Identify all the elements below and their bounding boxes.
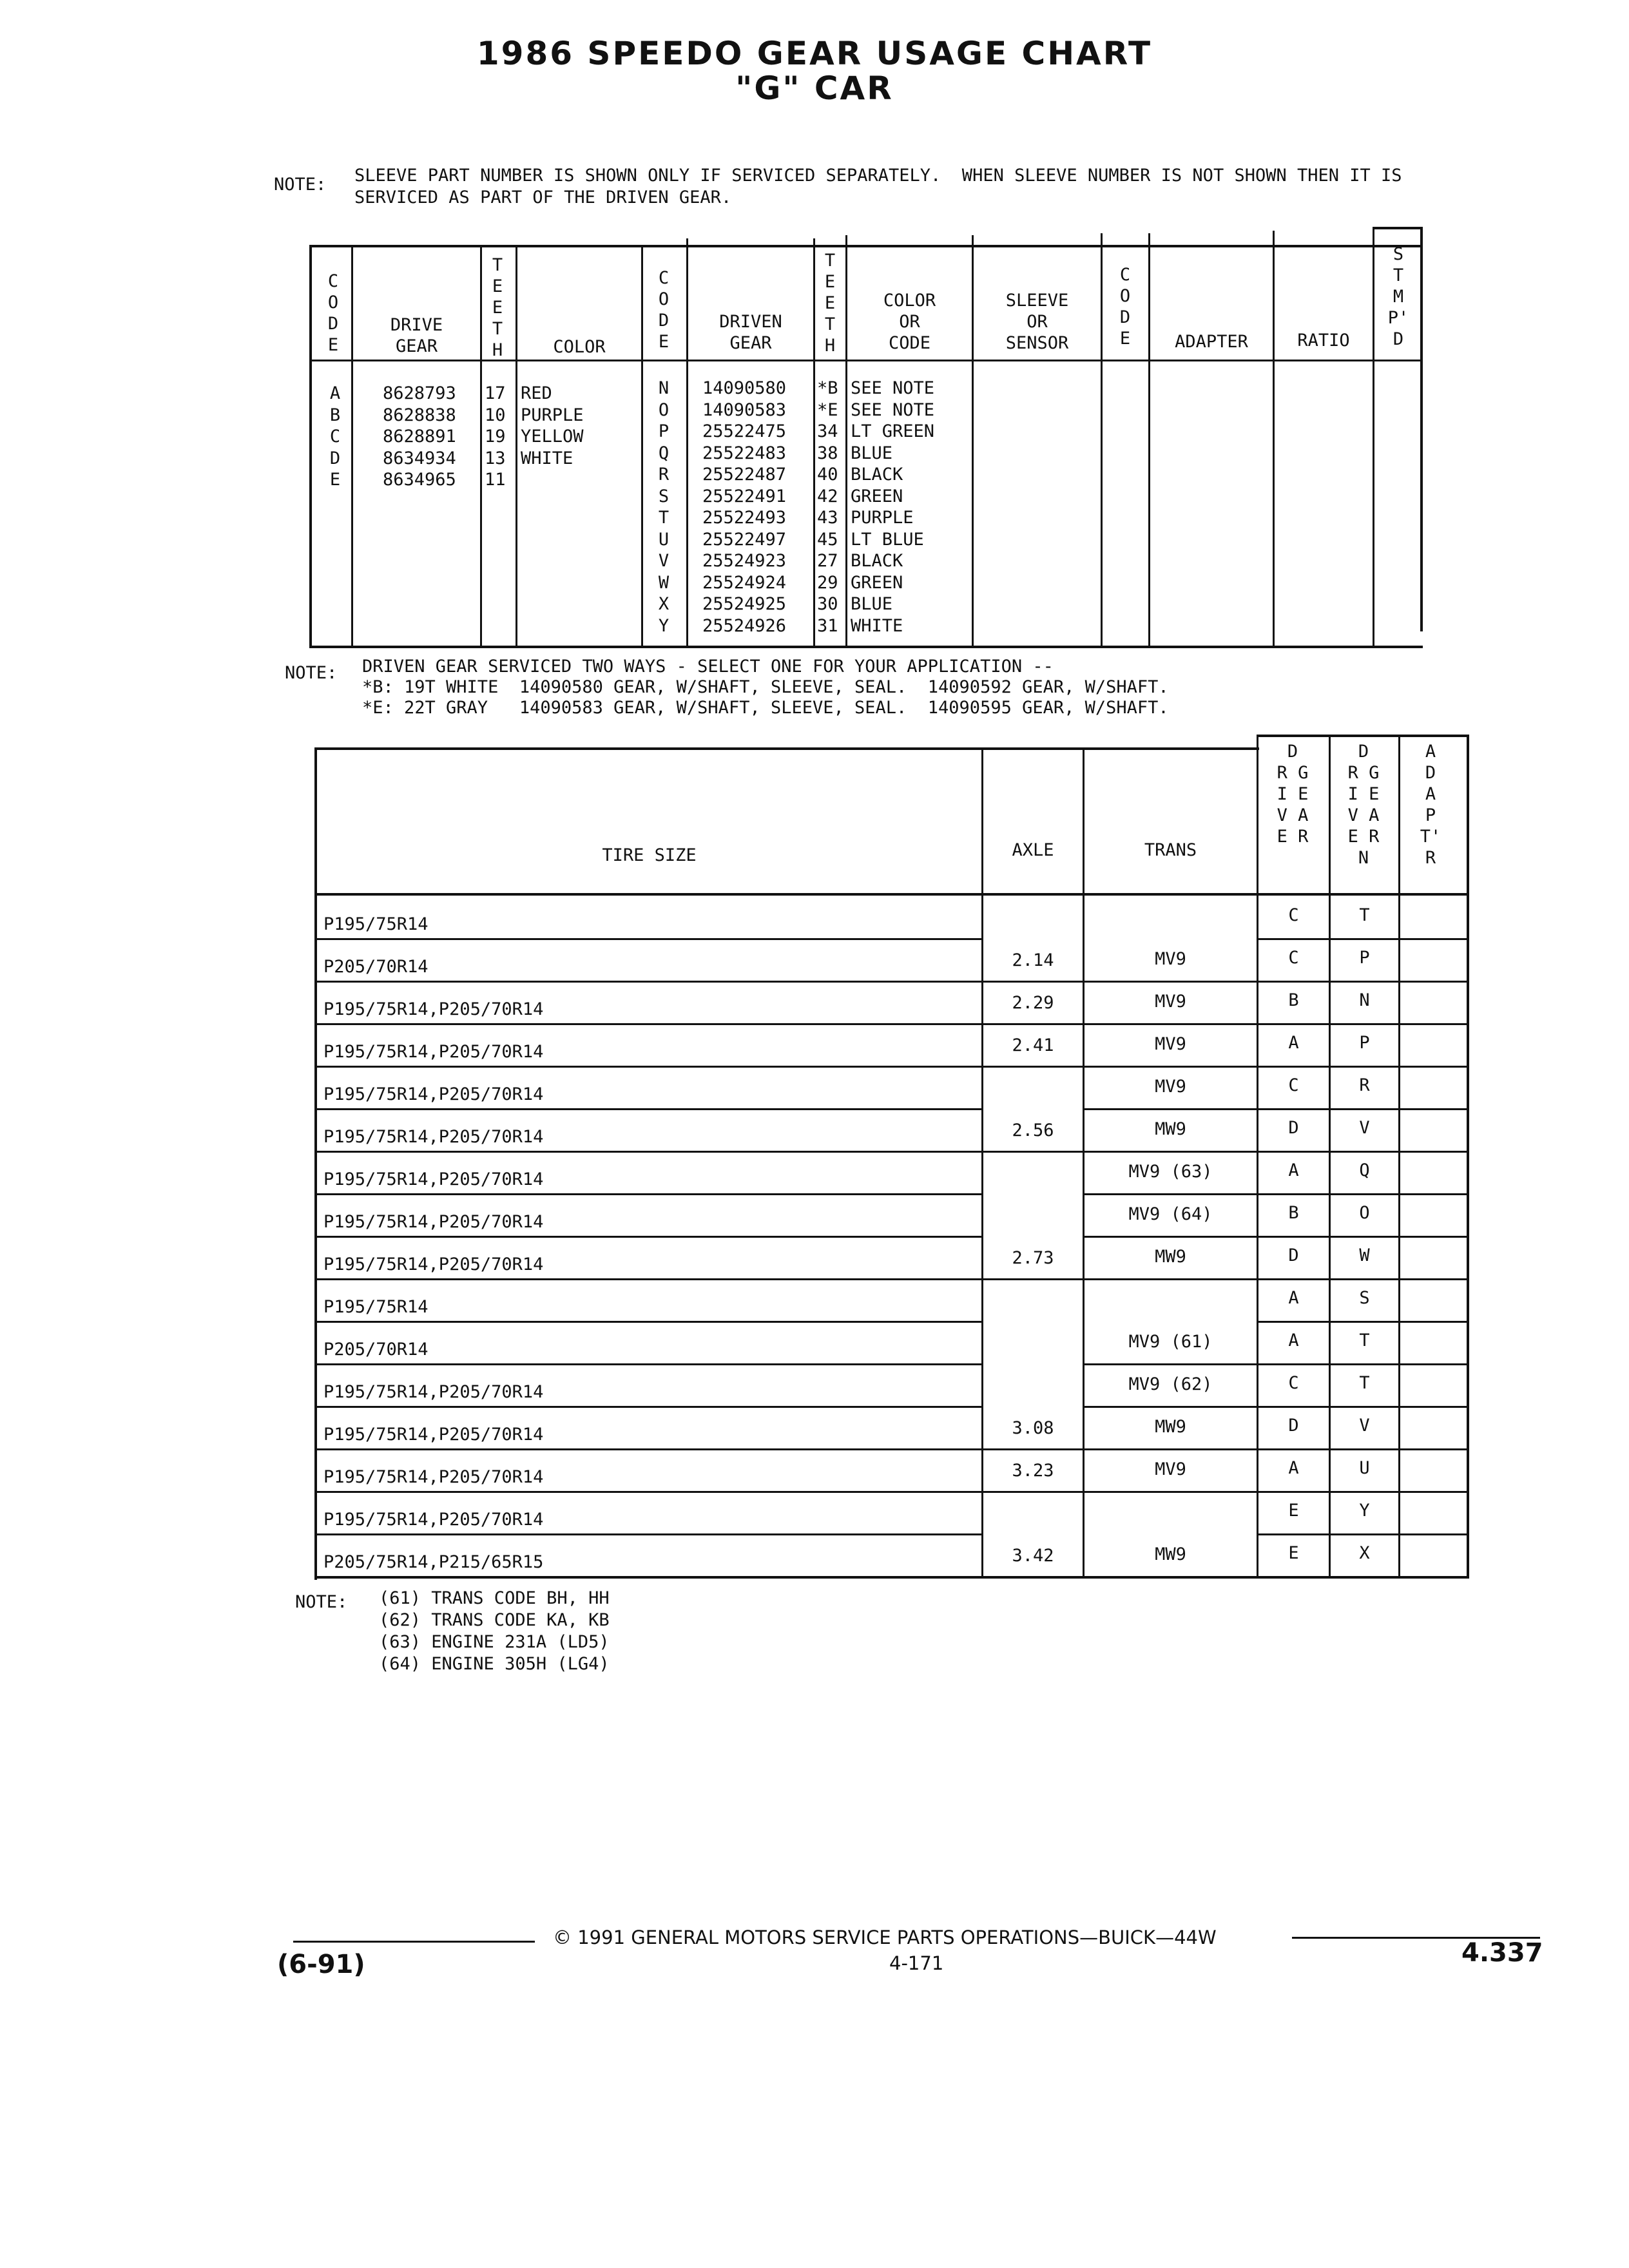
header-axle: AXLE bbox=[1012, 840, 1054, 860]
tire-size-cell: P195/75R14,P205/70R14 bbox=[323, 1382, 544, 1402]
tire-size-cell: P195/75R14,P205/70R14 bbox=[323, 1042, 544, 1062]
driven-color: LT BLUE bbox=[851, 529, 924, 550]
drive-gear-code-cell: D bbox=[1288, 1245, 1299, 1265]
driven-code: W bbox=[658, 572, 670, 593]
drive-gears-column bbox=[383, 383, 456, 491]
page-subtitle: "G" CAR bbox=[735, 70, 894, 107]
driven-gear-code-cell: R bbox=[1359, 1075, 1370, 1095]
drive-color: RED bbox=[521, 383, 552, 403]
driven-gear-code-cell: X bbox=[1359, 1543, 1370, 1563]
driven-color: PURPLE bbox=[851, 508, 914, 528]
driven-code: Y bbox=[658, 615, 670, 636]
tire-size-cell: P195/75R14 bbox=[323, 914, 429, 934]
axle-cell: 2.56 bbox=[1012, 1120, 1054, 1140]
note2-label: NOTE: bbox=[285, 663, 338, 683]
drive-gear-code-cell: C bbox=[1288, 905, 1299, 925]
drive-color: WHITE bbox=[521, 448, 574, 468]
drive-color: YELLOW bbox=[521, 427, 584, 447]
footer-page-center: 4-171 bbox=[889, 1952, 944, 1974]
header-drive-gear-usage: D R G I E V A E R bbox=[1277, 742, 1309, 847]
drive-gear-code-cell: C bbox=[1288, 948, 1299, 968]
trans-cell: MW9 bbox=[1155, 1119, 1186, 1139]
drive-gear-code-cell: D bbox=[1288, 1416, 1299, 1436]
drive-gear-code-cell: B bbox=[1288, 990, 1299, 1010]
driven-gear-code-cell: T bbox=[1359, 905, 1370, 925]
header-adapter: ADAPTER bbox=[1175, 332, 1248, 352]
driven-gear-code-cell: T bbox=[1359, 1373, 1370, 1393]
driven-code: V bbox=[658, 551, 670, 571]
trans-cell: MV9 (63) bbox=[1128, 1162, 1213, 1182]
trans-cell: MW9 bbox=[1155, 1544, 1186, 1564]
driven-teeth: 34 bbox=[817, 421, 838, 441]
trans-cell: MV9 (62) bbox=[1128, 1374, 1213, 1394]
driven-gear-code-cell: Q bbox=[1359, 1160, 1370, 1180]
header-color-or-code: COLOR OR CODE bbox=[883, 291, 936, 353]
tire-size-cell: P195/75R14,P205/70R14 bbox=[323, 1254, 544, 1274]
driven-teeth: *B bbox=[817, 378, 838, 398]
drive-code: C bbox=[329, 427, 341, 447]
note1-label: NOTE: bbox=[274, 175, 327, 195]
driven-gear-number: 25524924 bbox=[702, 572, 787, 593]
header-drive-gear: DRIVE GEAR bbox=[390, 315, 443, 356]
axle-cell: 2.14 bbox=[1012, 950, 1054, 970]
driven-code: U bbox=[658, 529, 670, 550]
trans-cell: MV9 (64) bbox=[1128, 1204, 1213, 1224]
drive-code: B bbox=[329, 405, 341, 425]
driven-teeth: 38 bbox=[817, 443, 838, 463]
drive-gear-code-cell: B bbox=[1288, 1203, 1299, 1223]
drive-teeth: 13 bbox=[485, 448, 506, 468]
tire-size-cell: P195/75R14 bbox=[323, 1297, 429, 1317]
tire-size-cell: P205/70R14 bbox=[323, 957, 429, 977]
drive-teeth: 19 bbox=[485, 427, 506, 447]
driven-teeth: 42 bbox=[817, 486, 838, 506]
note2-line3: *E: 22T GRAY 14090583 GEAR, W/SHAFT, SLEEVE, SEAL. 14090595 GEAR, W/SHAFT. bbox=[362, 698, 1169, 718]
header-trans: TRANS bbox=[1144, 840, 1197, 860]
driven-teeth: 43 bbox=[817, 508, 838, 528]
driven-teeth: 29 bbox=[817, 572, 838, 593]
driven-gear-number: 25524925 bbox=[702, 594, 787, 614]
axle-cell: 2.73 bbox=[1012, 1248, 1054, 1268]
driven-teeth: 40 bbox=[817, 465, 838, 485]
drive-gear-number: 8628891 bbox=[383, 427, 456, 447]
tire-size-cell: P195/75R14,P205/70R14 bbox=[323, 1467, 544, 1487]
driven-teeth: 27 bbox=[817, 551, 838, 571]
driven-gear-number: 25522497 bbox=[702, 529, 787, 550]
drive-colors-column bbox=[521, 383, 584, 469]
drive-teeth: 11 bbox=[485, 470, 506, 490]
driven-gear-code-cell: T bbox=[1359, 1331, 1370, 1350]
tire-size-cell: P195/75R14,P205/70R14 bbox=[323, 1127, 544, 1147]
driven-code: X bbox=[658, 594, 670, 614]
driven-code: Q bbox=[658, 443, 670, 463]
driven-gear-number: 25522475 bbox=[702, 421, 787, 441]
tire-size-cell: P195/75R14,P205/70R14 bbox=[323, 1169, 544, 1189]
driven-code: T bbox=[658, 508, 670, 528]
footer-right: 4.337 bbox=[1461, 1938, 1543, 1968]
driven-gear-number: 14090583 bbox=[702, 399, 787, 420]
header-driven-gear: DRIVEN GEAR bbox=[719, 312, 782, 353]
driven-gear-number: 25524923 bbox=[702, 551, 787, 571]
driven-teeth-column bbox=[817, 378, 838, 637]
trans-cell: MV9 bbox=[1155, 1034, 1186, 1054]
note3-item: (64) ENGINE 305H (LG4) bbox=[379, 1654, 610, 1674]
driven-code: N bbox=[658, 378, 670, 398]
drive-code: D bbox=[329, 448, 341, 468]
driven-gear-code-cell: V bbox=[1359, 1416, 1370, 1436]
tire-size-cell: P195/75R14,P205/70R14 bbox=[323, 1084, 544, 1104]
header-teeth-2: T E E T H bbox=[824, 251, 836, 356]
note3-label: NOTE: bbox=[295, 1592, 348, 1612]
drive-gear-number: 8634965 bbox=[383, 470, 456, 490]
footer-left: (6-91) bbox=[277, 1950, 365, 1979]
driven-code: O bbox=[658, 399, 670, 420]
header-driven-gear-usage: D R G I E V A E R N bbox=[1347, 742, 1380, 868]
drive-gear-code-cell: A bbox=[1288, 1458, 1299, 1478]
axle-cell: 3.23 bbox=[1012, 1461, 1054, 1481]
tire-size-cell: P195/75R14,P205/70R14 bbox=[323, 1510, 544, 1530]
drive-code: E bbox=[329, 470, 341, 490]
driven-gear-code-cell: S bbox=[1359, 1288, 1370, 1308]
driven-teeth: 31 bbox=[817, 615, 838, 636]
note3-items bbox=[379, 1588, 610, 1675]
tire-size-cell: P195/75R14,P205/70R14 bbox=[323, 999, 544, 1019]
driven-gear-code-cell: O bbox=[1359, 1203, 1370, 1223]
drive-gear-code-cell: A bbox=[1288, 1033, 1299, 1053]
driven-color: BLACK bbox=[851, 465, 903, 485]
drive-gear-code-cell: A bbox=[1288, 1288, 1299, 1308]
note2-line2: *B: 19T WHITE 14090580 GEAR, W/SHAFT, SLEEVE, SEAL. 14090592 GEAR, W/SHAFT. bbox=[362, 677, 1169, 697]
header-code-1: C O D E bbox=[327, 271, 339, 355]
driven-gear-number: 25524926 bbox=[702, 615, 787, 636]
header-tire-size: TIRE SIZE bbox=[602, 845, 697, 865]
header-adapter-usage: A D A P T' R bbox=[1420, 742, 1441, 868]
header-stmpd: S T M P' D bbox=[1387, 244, 1409, 349]
driven-gear-code-cell: W bbox=[1359, 1245, 1370, 1265]
drive-code: A bbox=[329, 383, 341, 403]
note1-line2: SERVICED AS PART OF THE DRIVEN GEAR. bbox=[354, 187, 732, 207]
driven-gear-code-cell: V bbox=[1359, 1118, 1370, 1138]
note3-item: (61) TRANS CODE BH, HH bbox=[379, 1588, 610, 1608]
driven-color: LT GREEN bbox=[851, 421, 935, 441]
footer-copyright: © 1991 GENERAL MOTORS SERVICE PARTS OPERATIONS—BUICK—44W bbox=[553, 1927, 1217, 1948]
header-teeth-1: T E E T H bbox=[492, 255, 503, 360]
header-code-2: C O D E bbox=[658, 268, 670, 352]
driven-codes-column bbox=[654, 378, 673, 637]
header-sleeve-or-sensor: SLEEVE OR SENSOR bbox=[1005, 291, 1069, 353]
driven-gear-number: 25522491 bbox=[702, 486, 787, 506]
trans-cell: MW9 bbox=[1155, 1417, 1186, 1437]
axle-cell: 2.41 bbox=[1012, 1035, 1054, 1055]
header-ratio: RATIO bbox=[1297, 331, 1350, 351]
drive-gear-code-cell: E bbox=[1288, 1543, 1299, 1563]
driven-gear-code-cell: P bbox=[1359, 948, 1370, 968]
drive-gear-code-cell: E bbox=[1288, 1501, 1299, 1521]
trans-cell: MW9 bbox=[1155, 1247, 1186, 1267]
drive-color: PURPLE bbox=[521, 405, 584, 425]
tire-size-cell: P195/75R14,P205/70R14 bbox=[323, 1212, 544, 1232]
drive-gear-code-cell: C bbox=[1288, 1075, 1299, 1095]
driven-gear-number: 25522487 bbox=[702, 465, 787, 485]
drive-gear-number: 8628838 bbox=[383, 405, 456, 425]
drive-teeth: 10 bbox=[485, 405, 506, 425]
driven-code: P bbox=[658, 421, 670, 441]
driven-color: WHITE bbox=[851, 615, 903, 636]
driven-color: SEE NOTE bbox=[851, 399, 935, 420]
note1-line1: SLEEVE PART NUMBER IS SHOWN ONLY IF SERVICED SEPARATELY. WHEN SLEEVE NUMBER IS NOT SHOWN THEN IT IS bbox=[354, 166, 1402, 186]
driven-gear-code-cell: N bbox=[1359, 990, 1370, 1010]
driven-gear-code-cell: P bbox=[1359, 1033, 1370, 1053]
note3-item: (62) TRANS CODE KA, KB bbox=[379, 1610, 610, 1630]
axle-cell: 3.42 bbox=[1012, 1546, 1054, 1566]
driven-color: BLUE bbox=[851, 443, 893, 463]
axle-cell: 2.29 bbox=[1012, 993, 1054, 1013]
driven-teeth: 45 bbox=[817, 529, 838, 550]
drive-gear-number: 8634934 bbox=[383, 448, 456, 468]
driven-gear-code-cell: U bbox=[1359, 1458, 1370, 1478]
driven-color: GREEN bbox=[851, 486, 903, 506]
driven-color: GREEN bbox=[851, 572, 903, 593]
driven-colors-column bbox=[851, 378, 934, 637]
trans-cell: MV9 bbox=[1155, 1459, 1186, 1479]
driven-gear-number: 25522483 bbox=[702, 443, 787, 463]
driven-code: S bbox=[658, 486, 670, 506]
drive-gear-code-cell: D bbox=[1288, 1118, 1299, 1138]
drive-gear-code-cell: C bbox=[1288, 1373, 1299, 1393]
drive-teeth: 17 bbox=[485, 383, 506, 403]
header-code-3: C O D E bbox=[1119, 265, 1131, 349]
driven-color: BLACK bbox=[851, 551, 903, 571]
tire-size-cell: P195/75R14,P205/70R14 bbox=[323, 1425, 544, 1445]
note2-line1: DRIVEN GEAR SERVICED TWO WAYS - SELECT ONE FOR YOUR APPLICATION -- bbox=[362, 657, 1054, 677]
note3-item: (63) ENGINE 231A (LD5) bbox=[379, 1632, 610, 1652]
drive-gear-code-cell: A bbox=[1288, 1160, 1299, 1180]
drive-gear-code-cell: A bbox=[1288, 1331, 1299, 1350]
driven-color: SEE NOTE bbox=[851, 378, 935, 398]
header-color-1: COLOR bbox=[553, 337, 606, 357]
driven-teeth: 30 bbox=[817, 594, 838, 614]
trans-cell: MV9 bbox=[1155, 949, 1186, 969]
axle-cell: 3.08 bbox=[1012, 1418, 1054, 1438]
driven-gear-code-cell: Y bbox=[1359, 1501, 1370, 1521]
driven-color: BLUE bbox=[851, 594, 893, 614]
trans-cell: MV9 (61) bbox=[1128, 1332, 1213, 1352]
tire-size-cell: P205/70R14 bbox=[323, 1340, 429, 1360]
drive-teeth-column bbox=[485, 383, 506, 491]
driven-gear-number: 25522493 bbox=[702, 508, 787, 528]
trans-cell: MV9 bbox=[1155, 992, 1186, 1012]
driven-gear-number: 14090580 bbox=[702, 378, 787, 398]
page-title: 1986 SPEEDO GEAR USAGE CHART bbox=[476, 35, 1153, 72]
drive-gear-number: 8628793 bbox=[383, 383, 456, 403]
trans-cell: MV9 bbox=[1155, 1077, 1186, 1097]
driven-gears-column bbox=[702, 378, 786, 637]
driven-teeth: *E bbox=[817, 399, 838, 420]
driven-code: R bbox=[658, 465, 670, 485]
tire-size-cell: P205/75R14,P215/65R15 bbox=[323, 1552, 544, 1572]
drive-codes-column bbox=[325, 383, 345, 491]
